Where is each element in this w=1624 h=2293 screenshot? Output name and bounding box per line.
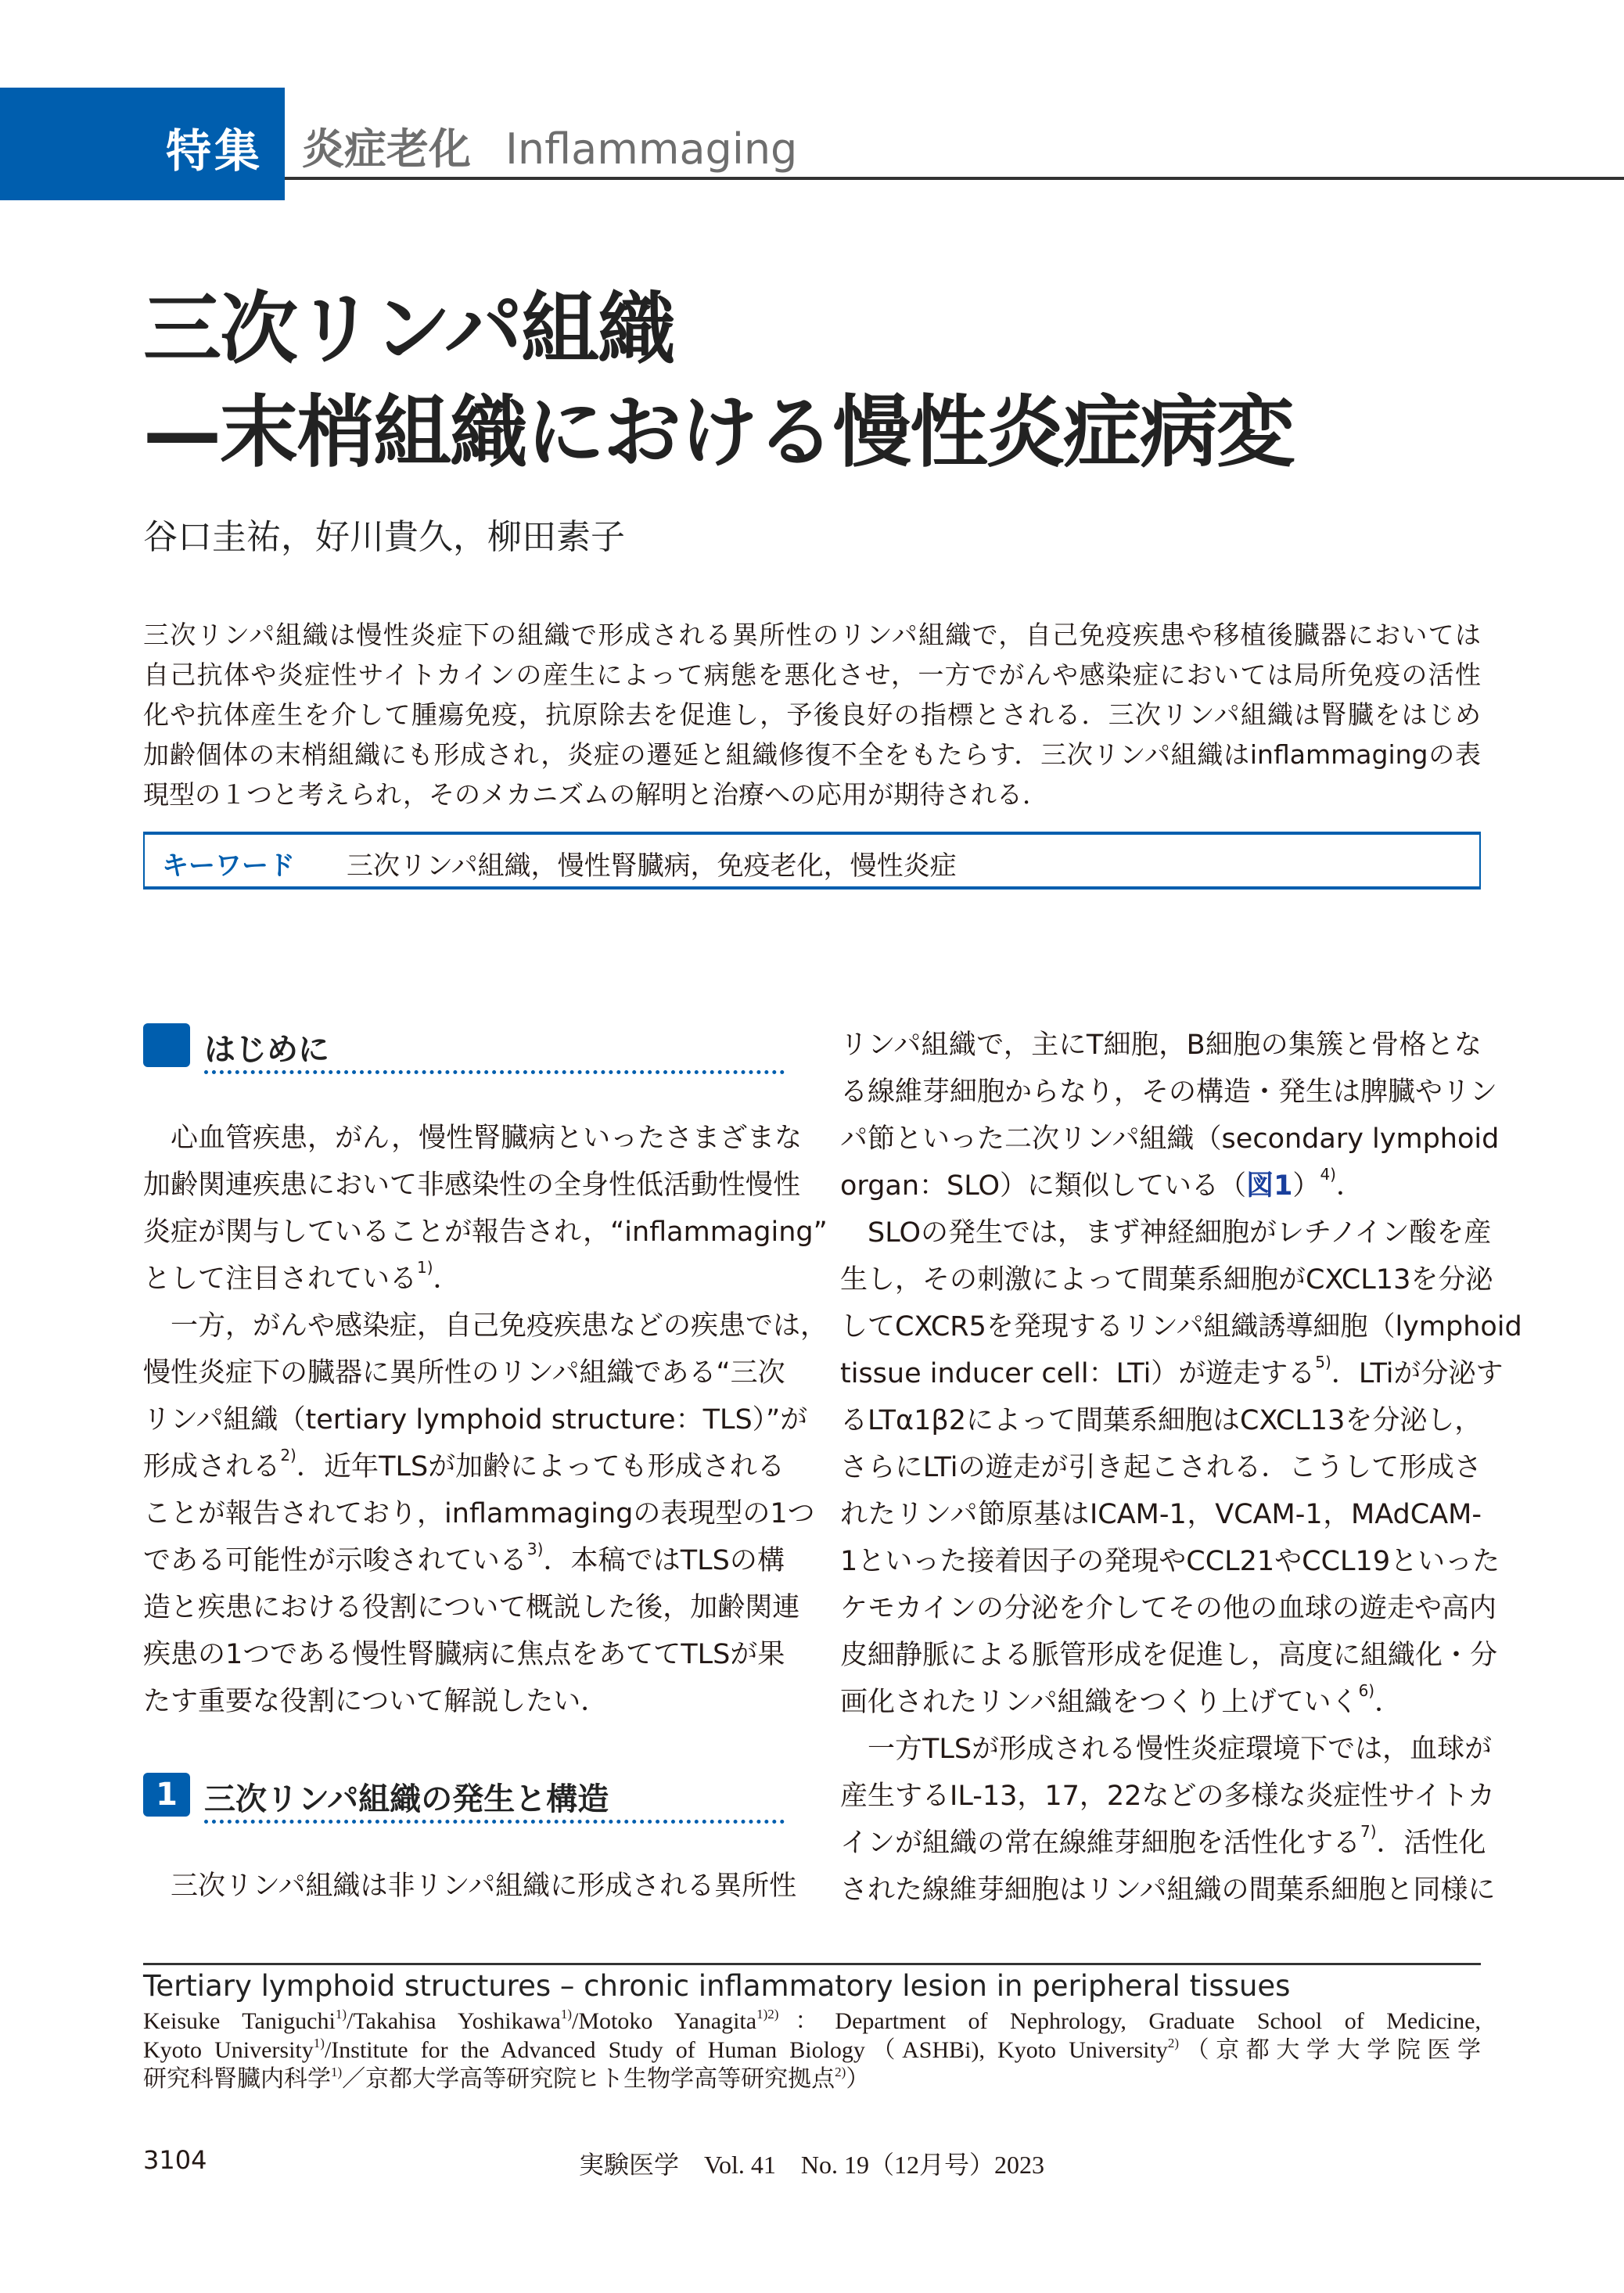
series-title-jp: 炎症老化	[302, 124, 471, 174]
left-column-body-2	[143, 1863, 797, 1910]
reference-superscript: 1)2)	[756, 2007, 779, 2022]
affiliations	[143, 2007, 1481, 2094]
text-run: 疾患の1つである慢性腎臓病に焦点をあててTLSが果	[143, 1639, 785, 1670]
text-run: 造と疾患における役割について概説した後，加齢関連	[143, 1592, 800, 1623]
body-line	[143, 1863, 797, 1910]
abstract-line: 化や抗体産生を介して腫瘍免疫，抗原除去を促進し，予後良好の指標とされる．三次リンパ組織は腎臓をはじめ	[143, 699, 1481, 730]
body-line	[840, 1116, 1500, 1163]
authors: 谷口圭祐，好川貴久，柳田素子	[143, 517, 625, 557]
text-run: してCXCR5を発現するリンパ組織誘導細胞（lymphoid	[840, 1311, 1522, 1342]
text-run: リンパ組織で，主にT細胞，B細胞の集簇と骨格とな	[840, 1030, 1482, 1061]
text-run: ．	[1335, 1170, 1364, 1202]
body-line	[840, 1679, 1482, 1726]
text-run: organ：SLO）に類似している（	[840, 1170, 1247, 1202]
text-run: として注目されている	[143, 1263, 418, 1295]
body-line	[840, 1069, 1498, 1116]
body-line	[143, 1162, 801, 1209]
body-line	[143, 1303, 828, 1350]
reference-superscript: 7)	[1360, 1822, 1377, 1841]
body-line	[840, 1022, 1482, 1069]
series-title-en: Inflammaging	[505, 124, 798, 174]
text-run: /Institute for the Advanced Study of Human Biology（ASHBi), Kyoto University	[324, 2037, 1168, 2063]
article-title-line2: —末梢組織における慢性炎症病変	[143, 386, 1293, 478]
reference-superscript: 1)	[331, 2065, 343, 2079]
abstract	[143, 615, 1481, 814]
body-line	[840, 1773, 1495, 1820]
affiliation-line	[143, 2065, 1481, 2094]
reference-superscript: 1)	[560, 2007, 573, 2022]
text-run: 三次リンパ組織は非リンパ組織に形成される異所性	[171, 1871, 797, 1902]
section-heading-text: 三次リンパ組織の発生と構造	[204, 1781, 609, 1817]
text-run: れたリンパ節原基はICAM-1，VCAM-1，MAdCAM-	[840, 1499, 1482, 1530]
text-run: 研究科腎臓内科学	[143, 2066, 331, 2092]
text-run: （京都大学大学院医学	[1178, 2037, 1482, 2063]
reference-superscript: 2)	[280, 1446, 296, 1465]
keywords-box	[143, 832, 1481, 890]
text-run: 一方，がんや感染症，自己免疫疾患などの疾患では，	[171, 1310, 828, 1342]
body-line	[143, 1631, 785, 1678]
section-heading-1	[143, 1773, 785, 1820]
text-run: された線維芽細胞はリンパ組織の間葉系細胞と同様に	[840, 1874, 1496, 1906]
body-line	[143, 1350, 785, 1396]
abstract-line: 自己抗体や炎症性サイトカインの産生によって病態を悪化させ，一方でがんや感染症においては局所免疫の活性	[143, 660, 1481, 690]
body-line	[840, 1397, 1482, 1444]
text-run: インが組織の常在線維芽細胞を活性化する	[840, 1828, 1361, 1859]
text-run: 加齢関連疾患において非感染性の全身性低活動性慢性	[143, 1170, 801, 1201]
body-line	[143, 1537, 785, 1584]
text-run: ．	[433, 1263, 461, 1295]
body-line	[143, 1584, 800, 1631]
body-line	[840, 1256, 1493, 1303]
abstract-line: 三次リンパ組織は慢性炎症下の組織で形成される異所性のリンパ組織で，自己免疫疾患や移植後臓器においては	[143, 620, 1481, 650]
text-run: ．近年TLSが加齢によっても形成される	[296, 1451, 785, 1483]
text-run: 1といった接着因子の発現やCCL21やCCL19といった	[840, 1546, 1500, 1577]
body-line	[143, 1256, 785, 1303]
body-line	[840, 1726, 1493, 1773]
keywords-text: 三次リンパ組織，慢性腎臓病，免疫老化，慢性炎症	[347, 850, 957, 882]
reference-superscript: 2)	[1167, 2036, 1179, 2050]
text-run: Kyoto University	[143, 2037, 314, 2063]
text-run: ケモカインの分泌を介してその他の血球の遊走や高内	[840, 1593, 1496, 1624]
text-run: ．活性化	[1376, 1828, 1486, 1859]
section-number: 1	[143, 1773, 190, 1817]
text-run: である可能性が示唆されている	[143, 1545, 527, 1576]
text-run: ）	[1292, 1170, 1320, 1202]
article-title-line1: 三次リンパ組織	[143, 283, 674, 375]
text-run: る線維芽細胞からなり，その構造・発生は脾臓やリン	[840, 1076, 1498, 1108]
body-line	[840, 1632, 1498, 1679]
feature-badge	[0, 88, 285, 200]
text-run: ことが報告されており，inflammagingの表現型の1つ	[143, 1498, 815, 1529]
text-run: ．	[1374, 1687, 1403, 1718]
text-run: ．LTiが分泌す	[1331, 1358, 1504, 1389]
header-rule	[285, 177, 1624, 180]
body-line	[840, 1444, 1482, 1491]
text-run: ：Department of Nephrology, Graduate School of Medicine,	[778, 2008, 1481, 2034]
body-line	[840, 1867, 1496, 1914]
body-line	[143, 1396, 808, 1443]
body-line	[840, 1491, 1482, 1538]
affiliation-line	[143, 2036, 1481, 2065]
text-run: /Takahisa Yoshikawa	[346, 2008, 561, 2034]
page-number: 3104	[143, 2145, 207, 2175]
body-line	[840, 1350, 1504, 1397]
section-marker	[143, 1023, 190, 1067]
text-run: 産生するIL-13，17，22などの多様な炎症性サイトカ	[840, 1781, 1495, 1812]
text-run: 一方TLSが形成される慢性炎症環境下では，血球が	[868, 1734, 1493, 1765]
text-run: /Motoko Yanagita	[572, 2008, 757, 2034]
section-underline	[204, 1070, 785, 1074]
text-run: るLTα1β2によって間葉系細胞はCXCL13を分泌し，	[840, 1405, 1482, 1436]
reference-superscript: 6)	[1358, 1681, 1375, 1700]
abstract-line: 現型の１つと考えられ，そのメカニズムの解明と治療への応用が期待される．	[143, 779, 1048, 810]
body-line	[840, 1820, 1486, 1867]
body-line	[143, 1678, 785, 1725]
text-run: 形成される	[143, 1451, 281, 1483]
section-heading-intro	[143, 1023, 785, 1070]
reference-superscript: 3)	[526, 1540, 544, 1558]
text-run: 心血管疾患，がん，慢性腎臓病といったさまざまな	[171, 1123, 803, 1154]
reference-superscript: 5)	[1315, 1353, 1331, 1371]
text-run: 慢性炎症下の臓器に異所性のリンパ組織である“三次	[143, 1357, 785, 1389]
keywords-label: キーワード	[162, 850, 295, 882]
reference-superscript: 1)	[313, 2036, 325, 2050]
english-title: Tertiary lymphoid structures – chronic inflammatory lesion in peripheral tissues	[143, 1969, 1291, 2003]
footer-rule	[143, 1963, 1481, 1965]
section-underline	[204, 1820, 785, 1824]
left-column-body	[143, 1115, 828, 1725]
text-run: tissue inducer cell：LTi）が遊走する	[840, 1358, 1316, 1389]
section-heading-text: はじめに	[204, 1032, 329, 1068]
text-run: ）	[846, 2066, 870, 2092]
text-run: たす重要な役割について解説したい．	[143, 1686, 609, 1717]
journal-info: 実験医学 Vol. 41 No. 19（12月号）2023	[579, 2151, 1044, 2179]
body-line	[143, 1115, 803, 1162]
text-run: ．本稿ではTLSの構	[543, 1545, 785, 1576]
body-line	[143, 1209, 828, 1256]
reference-superscript: 1)	[335, 2007, 347, 2022]
feature-badge-label: 特集	[165, 124, 263, 178]
text-run: 生し，その刺激によって間葉系細胞がCXCL13を分泌	[840, 1264, 1493, 1296]
text-run: 炎症が関与していることが報告され，“inflammaging”	[143, 1217, 828, 1248]
body-line	[840, 1303, 1522, 1350]
text-run: パ節といった二次リンパ組織（secondary lymphoid	[840, 1123, 1500, 1155]
right-column-body	[840, 1022, 1522, 1914]
text-run: 画化されたリンパ組織をつくり上げていく	[840, 1687, 1359, 1718]
text-run: リンパ組織（tertiary lymphoid structure：TLS）”が	[143, 1404, 808, 1436]
body-line	[840, 1209, 1492, 1256]
text-run: さらにLTiの遊走が引き起こされる．こうして形成さ	[840, 1452, 1482, 1483]
affiliation-line	[143, 2007, 1481, 2036]
text-run: SLOの発生では，まず神経細胞がレチノイン酸を産	[868, 1217, 1492, 1249]
body-line	[840, 1585, 1496, 1632]
series-title	[302, 116, 797, 176]
figure-link[interactable]: 図1	[1246, 1170, 1293, 1202]
text-run: ／京都大学高等研究院ヒト生物学高等研究拠点	[342, 2066, 835, 2092]
body-line	[143, 1490, 815, 1537]
body-line	[840, 1538, 1500, 1585]
text-run: 皮細静脈による脈管形成を促進し，高度に組織化・分	[840, 1640, 1498, 1671]
text-run: Keisuke Taniguchi	[143, 2008, 336, 2034]
reference-superscript: 2)	[835, 2065, 846, 2079]
body-line	[143, 1443, 785, 1490]
abstract-line: 加齢個体の末梢組織にも形成され，炎症の遷延と組織修復不全をもたらす．三次リンパ組織はinflammagingの表	[143, 739, 1481, 770]
reference-superscript: 4)	[1320, 1165, 1336, 1184]
body-line	[840, 1163, 1482, 1209]
reference-superscript: 1)	[417, 1258, 433, 1277]
